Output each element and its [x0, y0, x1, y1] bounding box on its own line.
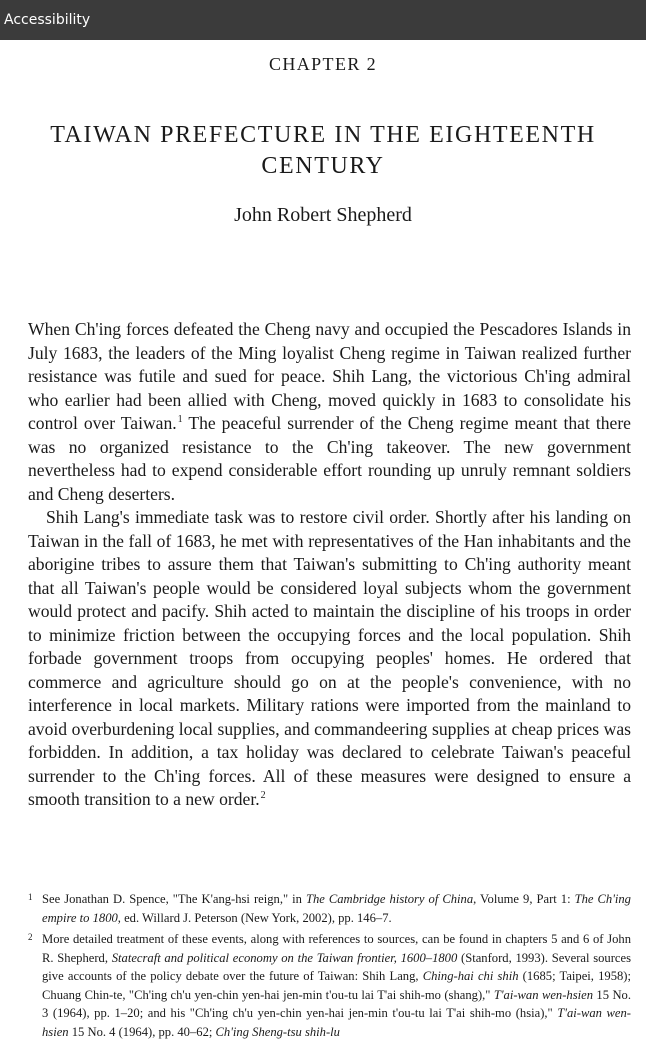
accessibility-label[interactable]: Accessibility	[4, 12, 91, 28]
paragraph-2-text: Shih Lang's immediate task was to restore civil order. Shortly after his landing on Taiwan in the fall of 1683, he met with representatives of the Han inhabitants and the aborigine tribes to assure them that Taiwan's submitting to Ch'ing authority meant that all Taiwan's people would be considered loyal subjects whom the government would protect and pacify. Shih acted to maintain the discipline of his troops in order to minimize friction between the occupying forces and the local population. Shih forbade government troops from occupying peoples' homes. He ordered that commerce and agriculture should go on at the people's convenience, with no interference in local markets. Military rations were imported from the mainland to avoid overburdening local supplies, and commandeering supplies at cheap prices was forbidden. In addition, a tax holiday was declared to celebrate Taiwan's peaceful surrender to the Ch'ing forces. All of these measures were designed to ensure a smooth transition to a new order.	[28, 507, 631, 809]
footnote-2-title-ching-hai: Ching-hai chi shih	[422, 969, 519, 983]
footnote-2-text-g: 15 No. 3 (1964), pp. 1–20; and his "Ch'ing ch'u yen-chin yen-hai jen-min t'ou-tu lai T'ai shih-mo (hsia),"	[42, 987, 631, 1020]
footnote-2-text-a: More detailed treatment of these events, along with references to sources, can be found in chapters 5 and 6 of John R. Shepherd,	[42, 932, 631, 965]
chapter-author: John Robert Shepherd	[234, 204, 412, 226]
footnote-ref-2[interactable]: 2	[260, 790, 266, 801]
accessibility-toolbar[interactable]	[0, 0, 646, 40]
footnote-1-number: 1	[28, 892, 33, 902]
footnote-2-text-c: (Stanford, 1993). Several sources give accounts of the policy debate over the future of Taiwan: Shih Lang,	[42, 950, 631, 983]
paragraph-2	[28, 506, 631, 812]
paragraph-1	[28, 318, 631, 506]
footnote-2-title-statecraft: Statecraft and political economy on the Taiwan frontier, 1600–1800	[111, 950, 458, 965]
chapter-label: CHAPTER 2	[268, 54, 378, 74]
paragraph-1-text: When Ch'ing forces defeated the Cheng navy and occupied the Pescadores Islands in July 1683, the leaders of the Ming loyalist Cheng regime in Taiwan realized further resistance was futile and sued for peace. Shih Lang, the victorious Ch'ing admiral who earlier had been allied with Cheng, moved quickly in 1683 to consolidate his control over Taiwan.	[28, 319, 631, 433]
chapter-title: TAIWAN PREFECTURE IN THE EIGHTEENTH CENTURY	[50, 122, 596, 179]
footnote-1-title-ching-empire: The Ch'ing empire to 1800	[42, 892, 631, 925]
footnote-2-title-taiwan-wen-hsien-2: T'ai-wan wen-hsien	[42, 1006, 632, 1039]
footnote-2	[28, 930, 631, 1041]
footnote-1	[28, 890, 631, 927]
body-text	[28, 318, 631, 812]
footnote-1-text-e: , ed. Willard J. Peterson (New York, 2002), pp. 146–7.	[117, 910, 392, 925]
footnote-2-title-taiwan-wen-hsien-1: T'ai-wan wen-hsien	[493, 987, 594, 1002]
footnote-2-text-e: (1685; Taipei, 1958); Chuang Chin-te, "Ch'ing ch'u yen-chin yen-hai jen-min t'ou-tu lai T'ai shih-mo (shang),"	[42, 969, 631, 1002]
footnote-2-title-shih-lu: Ch'ing Sheng-tsu shih-lu	[215, 1024, 340, 1039]
footnotes	[28, 890, 631, 1041]
footnote-1-text-a: See Jonathan D. Spence, "The K'ang-hsi reign," in	[42, 892, 306, 906]
footnote-2-number: 2	[28, 932, 33, 942]
paragraph-1-text-continued: The peaceful surrender of the Cheng regime meant that there was no organized resistance to the Ch'ing takeover. The new government nevertheless had to expend considerable effort rounding up unruly remnant soldiers and Cheng deserters.	[28, 413, 631, 504]
footnote-1-text-c: , Volume 9, Part 1:	[473, 892, 575, 906]
footnote-1-title-cambridge-history: The Cambridge history of China	[305, 892, 474, 906]
footnote-2-text-i: 15 No. 4 (1964), pp. 40–62;	[68, 1024, 216, 1039]
footnote-ref-1[interactable]: 1	[177, 414, 183, 425]
